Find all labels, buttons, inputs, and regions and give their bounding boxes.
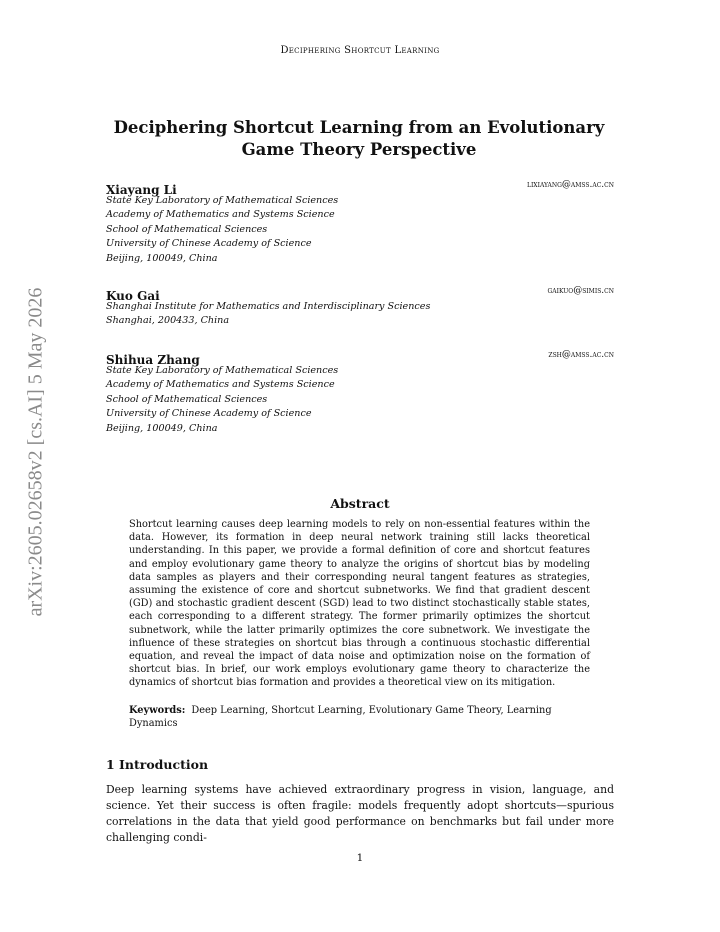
affiliation-line: State Key Laboratory of Mathematical Sciences [106, 365, 339, 376]
page-number: 1 [356, 852, 364, 864]
abstract-heading: Abstract [330, 496, 390, 511]
affiliation-line: Shanghai Institute for Mathematics and Interdisciplinary Sciences [106, 301, 431, 312]
paper-title: Deciphering Shortcut Learning from an Evolutionary Game Theory Perspective [113, 118, 605, 159]
abstract-text: Shortcut learning causes deep learning models to rely on non-essential features within the data. However, its formation in deep neural network training still lacks theoretical understanding. In this paper, we provide a formal definition of core and shortcut features and employ evolutionary game theory to analyze the origins of shortcut bias by modeling data samples as players and their corresponding neural tangent features as strategies, assuming the existence of core and shortcut subnetworks. We find that gradient descent (GD) and stochastic gradient descent (SGD) lead to two distinct stochastically stable states, each corresponding to a different strategy. The former primarily optimizes the shortcut subnetwork, while the latter primarily optimizes the core subnetwork. We investigate the influence of these strategies on shortcut bias through a continuous stochastic differential equation, and reveal the impact of data noise and optimization noise on the formation of shortcut bias. In brief, our work employs evolutionary game theory to characterize the dynamics of shortcut bias formation and provides a theoretical view on its mitigation. [129, 519, 590, 689]
affiliation-line: Academy of Mathematics and Systems Science [106, 209, 335, 221]
author-affiliations [106, 194, 614, 266]
keywords [129, 704, 590, 730]
author-block [106, 349, 614, 436]
affiliation-line: Beijing, 100049, China [106, 252, 218, 264]
affiliation-line: University of Chinese Academy of Science [106, 238, 312, 250]
author-name: Xiayang Li [106, 183, 177, 197]
section-heading-introduction: 1 Introduction [106, 757, 209, 772]
author-block [106, 285, 614, 329]
introduction-text: Deep learning systems have achieved extraordinary progress in vision, language, and science. Yet their success is often fragile: models frequently adopt shortcuts—spurious correlations in the data that yield good performance on benchmarks but fail under more challenging condi- [106, 783, 614, 844]
author-email[interactable]: zsh@amss.ac.cn [548, 350, 614, 360]
keywords-list: Deep Learning, Shortcut Learning, Evolutionary Game Theory, Learning Dynamics [129, 705, 552, 730]
keywords-label: Keywords: [129, 705, 186, 716]
author-name: Shihua Zhang [106, 353, 200, 367]
affiliation-line: Beijing, 100049, China [106, 422, 218, 434]
author-affiliations [106, 364, 614, 436]
affiliation-line: Shanghai, 200433, China [106, 315, 230, 327]
affiliation-line: State Key Laboratory of Mathematical Sciences [106, 195, 339, 206]
running-head: Deciphering Shortcut Learning [280, 45, 440, 56]
author-email[interactable]: gaikuo@simis.cn [547, 286, 614, 296]
affiliation-line: Academy of Mathematics and Systems Science [106, 379, 335, 391]
author-affiliations [106, 300, 614, 329]
arxiv-stamp: arXiv:2605.02658v2 [cs.AI] 5 May 2026 [24, 287, 47, 617]
affiliation-line: School of Mathematical Sciences [106, 393, 268, 405]
author-block [106, 179, 614, 266]
author-name: Kuo Gai [106, 289, 160, 303]
affiliation-line: University of Chinese Academy of Science [106, 408, 312, 420]
author-email[interactable]: lixiayang@amss.ac.cn [526, 180, 614, 190]
affiliation-line: School of Mathematical Sciences [106, 223, 268, 235]
